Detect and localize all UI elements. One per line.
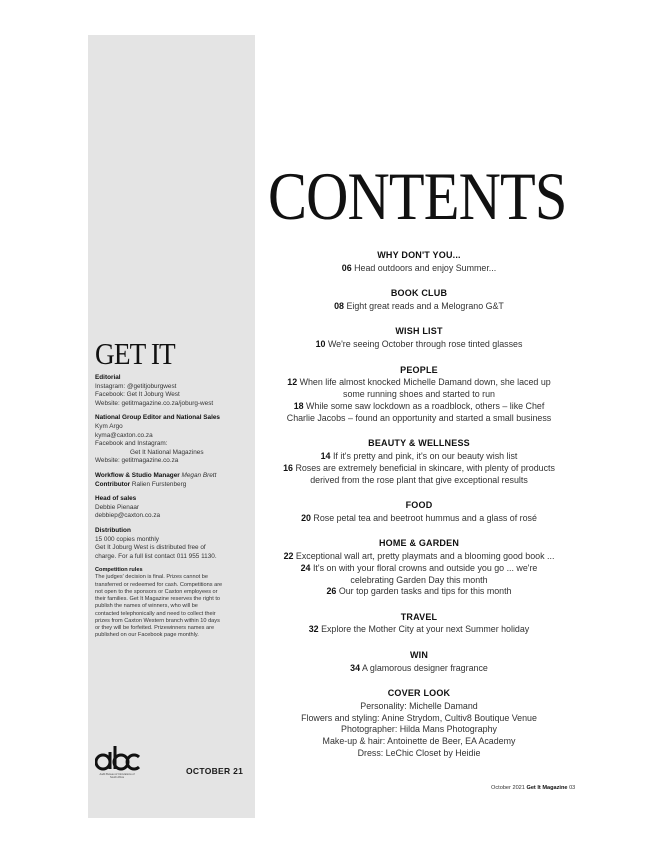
entry-text: We're seeing October through rose tinted glasses [327, 339, 523, 350]
list-item [280, 377, 558, 401]
entry-text: Exceptional wall art, pretty playmats and a blooming good book ... [295, 550, 555, 561]
list-item [280, 301, 558, 313]
entry-text: Our top garden tasks and tips for this month [338, 586, 512, 597]
contributor-name: Ralien Furstenberg [131, 480, 187, 488]
section-heading: BEAUTY & WELLNESS [368, 438, 470, 449]
editorial-line: Instagram: @getitjoburgwest [95, 382, 177, 390]
cover-credit: Photographer: Hilda Mans Photography [341, 724, 497, 735]
list-item [280, 663, 558, 675]
competition-text: The judges' decision is final. Prizes cannot be transferred or redeemed for cash. Competitions are not open to the sponsors or Caxton employees or their families. Get It Magazine reserves the right to publish the names of winners, who will be contacted telephonically and need to collect their prizes from Caxton Western branch within 10 days or they will be forfeited. Prizewinners names are published on our Facebook page monthly. [95, 574, 223, 639]
list-item [280, 551, 558, 563]
masthead [95, 374, 255, 639]
editorial-heading: Editorial [95, 374, 121, 381]
page-number: 26 [326, 586, 337, 597]
page-number: 20 [301, 512, 311, 523]
brand-logo: GET IT [95, 336, 175, 371]
national-sales-line: Facebook and Instagram: [95, 440, 168, 448]
section-win [280, 650, 558, 675]
entry-text: Rose petal tea and beetroot hummus and a glass of rosé [313, 512, 537, 523]
section-heading: BOOK CLUB [390, 288, 448, 299]
section-cover-look [280, 688, 558, 760]
list-item [280, 339, 558, 351]
list-item [280, 563, 558, 587]
national-sales-website: Website: getitmagazine.co.za [95, 457, 179, 465]
section-book-club [280, 288, 558, 313]
sales-heading: Head of sales [95, 495, 137, 503]
section-heading: PEOPLE [400, 364, 438, 375]
workflow-name: Megan Brett [181, 471, 217, 479]
workflow-credit [95, 472, 255, 481]
page-number: 32 [308, 624, 319, 635]
section-heading: TRAVEL [400, 611, 438, 622]
cover-credit: Dress: LeChic Closet by Heidie [357, 748, 481, 759]
section-heading: WHY DON'T YOU... [377, 250, 461, 260]
editorial-line: Website: getitmagazine.co.za/joburg-west [95, 399, 214, 407]
page-number: 22 [283, 550, 294, 561]
list-item [280, 624, 558, 636]
page-number: 18 [293, 400, 304, 411]
page-number: 12 [287, 377, 298, 388]
section-heading: WISH LIST [395, 326, 443, 337]
page-number: 24 [300, 562, 311, 573]
page-number: 34 [350, 662, 361, 673]
section-heading: HOME & GARDEN [378, 538, 460, 549]
section-home-garden [280, 538, 558, 598]
page-number: 06 [341, 262, 352, 273]
entry-text: Explore the Mother City at your next Summer holiday [321, 624, 530, 635]
entry-text: Eight great reads and a Melograno G&T [346, 300, 504, 311]
national-sales-line: kyma@caxton.co.za [95, 431, 153, 439]
entry-text: Head outdoors and enjoy Summer... [354, 262, 497, 273]
list-item [280, 401, 558, 425]
national-sales-line: Kym Argo [95, 422, 123, 430]
section-food [280, 500, 558, 525]
entry-text: While some saw lockdown as a roadblock, others – like Chef Charlie Jacobs – found an opportunity and started a small business [286, 400, 552, 423]
page-number: 10 [315, 339, 326, 350]
entry-text: If it's pretty and pink, it's on our beauty wish list [332, 450, 518, 461]
page-number: 14 [320, 450, 331, 461]
page-title: CONTENTS [268, 158, 567, 234]
list-item [280, 263, 558, 275]
entry-text: Roses are extremely beneficial in skincare, with plenty of products derived from the rose plant that give exceptional results [295, 462, 555, 485]
section-heading: COVER LOOK [387, 688, 451, 699]
abc-logo-icon [95, 742, 141, 774]
distribution-text: Get It Joburg West is distributed free of charge. For a full list contact 011 955 1130. [95, 544, 217, 560]
entry-text: When life almost knocked Michelle Damand down, she laced up some running shoes and started to run [299, 377, 551, 400]
cover-credit: Personality: Michelle Damand [360, 700, 478, 711]
section-beauty-wellness [280, 438, 558, 486]
distribution-copies: 15 000 copies monthly [95, 535, 159, 543]
national-sales-line: Get It National Magazines [130, 448, 204, 456]
cover-credit: Flowers and styling: Anine Strydom, Cultiv8 Boutique Venue [301, 712, 537, 723]
entry-text: It's on with your floral crowns and outside you go ... we're celebrating Garden Day this month [312, 562, 538, 585]
distribution-heading: Distribution [95, 526, 131, 534]
contents-list [280, 250, 558, 773]
section-heading: FOOD [405, 499, 433, 510]
workflow-label: Workflow & Studio Manager [95, 471, 180, 479]
cover-credit: Make-up & hair: Antoinette de Beer, EA Academy [322, 736, 516, 747]
list-item [280, 586, 558, 598]
section-travel [280, 612, 558, 637]
national-sales-heading: National Group Editor and National Sales [95, 414, 220, 422]
sales-name: Debbie Pienaar [95, 503, 140, 511]
section-wish-list [280, 326, 558, 351]
list-item [280, 451, 558, 463]
footer-date: October 2021 [491, 785, 525, 791]
section-heading: WIN [409, 649, 429, 660]
page-number: 08 [334, 300, 344, 311]
footer-page-number: 03 [569, 785, 576, 791]
abc-logo-caption: Audit Bureau of Circulations of South Africa [99, 773, 135, 780]
page-number: 16 [283, 462, 293, 473]
contributor-credit [95, 481, 255, 490]
editorial-line: Facebook: Get It Joburg West [95, 391, 180, 399]
competition-heading: Competition rules [95, 567, 143, 574]
list-item [280, 513, 558, 525]
section-people [280, 365, 558, 425]
contributor-label: Contributor [95, 480, 131, 488]
entry-text: A glamorous designer fragrance [362, 662, 488, 673]
page-footer [491, 785, 575, 791]
footer-magazine: Get It Magazine [526, 785, 568, 791]
issue-label: OCTOBER 21 [186, 766, 244, 776]
section-why-dont-you [280, 250, 558, 275]
list-item [280, 463, 558, 487]
sales-email: debbiep@caxton.co.za [95, 512, 161, 520]
